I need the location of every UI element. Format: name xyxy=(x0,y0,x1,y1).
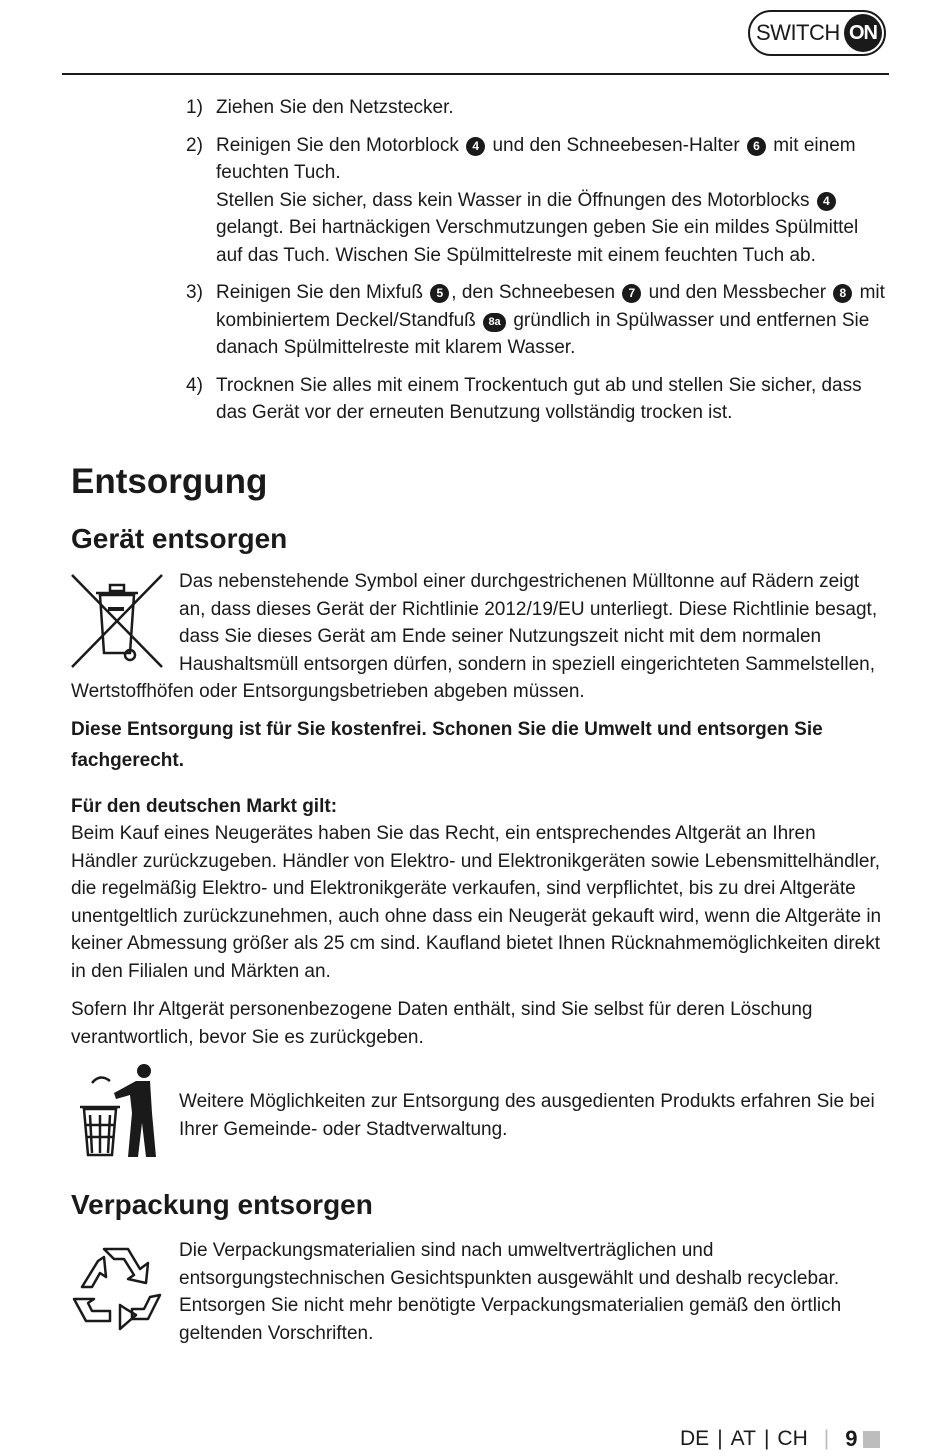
step-text: Trocknen Sie alles mit einem Trockentuch gut ab und stellen Sie sicher, dass das Gerät vor der erneuten Benutzung vollständig trocken ist. xyxy=(216,374,862,423)
step-1 xyxy=(186,94,886,122)
step-text: Reinigen Sie den Motorblock 4 und den Schneebesen-Halter 6 mit einem feuchten Tuch. Stellen Sie sicher, dass kein Wasser in die Öffnungen des Motorblocks 4 gelangt. Bei hartnäckigen Verschmutzungen geben Sie ein mildes Spülmittel auf das Tuch. Wischen Sie Spülmittelreste mit einem feuchten Tuch ab. xyxy=(216,134,859,266)
weee-text: Das nebenstehende Symbol einer durchgestrichenen Mülltonne auf Rädern zeigt an, dass dieses Gerät der Richtlinie 2012/19/EU unterliegt. Diese Richtlinie besagt, dass Sie dieses Gerät am Ende seiner Nutzungszeit nicht mit dem normalen Haushaltsmüll entsorgen dürfen, sondern in speziell eingerichteten Sammelstellen, Wertstoffhöfen oder Entsorgungsbetrieben abgeben müssen. xyxy=(71,571,878,702)
lang-at: AT xyxy=(730,1427,756,1450)
litter-person-icon xyxy=(78,1063,160,1164)
lang-de: DE xyxy=(680,1427,710,1450)
part-badge: 6 xyxy=(747,137,766,156)
section-title: Entsorgung xyxy=(71,462,268,501)
part-badge: 4 xyxy=(466,137,485,156)
de-market-text: Beim Kauf eines Neugerätes haben Sie das Recht, ein entsprechendes Altgerät an Ihren Händler zurückzugeben. Händler von Elektro- und Elektronikgeräten sowie Lebensmittelhändler, die regelmäßig Elektro- und Elektronikgeräte verkaufen, sind verpflichtet, bis zu drei Altgeräte unentgeltlich zurückzunehmen, auch ohne dass ein Neugerät gekauft wird, wenn die Altgeräte in keiner Abmessung größer als 25 cm sind. Kaufland bietet Ihnen Rücknahmemöglichkeiten direkt in den Filialen und Märkten an. xyxy=(71,823,882,982)
part-badge: 4 xyxy=(817,192,836,211)
further-info-text: Weitere Möglichkeiten zur Entsorgung des ausgedienten Produkts erfahren Sie bei Ihrer Gemeinde- oder Stadtverwaltung. xyxy=(179,1091,875,1140)
part-badge: 8 xyxy=(833,284,852,303)
geraet-title: Gerät entsorgen xyxy=(71,523,288,554)
recycle-icon xyxy=(70,1243,166,1338)
step-number: 2) xyxy=(186,134,203,156)
step-number: 4) xyxy=(186,374,203,396)
brand-logo xyxy=(748,10,886,56)
step-2 xyxy=(186,132,886,270)
verpackung-title: Verpackung entsorgen xyxy=(71,1189,373,1220)
step-4 xyxy=(186,372,886,427)
logo-text: SWITCH xyxy=(756,20,840,45)
page-marker xyxy=(863,1431,880,1448)
part-badge: 5 xyxy=(430,284,449,303)
page-footer: DE | AT | CH | 9 xyxy=(680,1426,880,1452)
personal-data-text: Sofern Ihr Altgerät personenbezogene Daten enthält, sind Sie selbst für deren Löschung verantwortlich, bevor Sie es zurückgeben. xyxy=(71,999,813,1048)
page-number: 9 xyxy=(845,1426,858,1451)
logo-power-circle: ON xyxy=(844,14,882,52)
step-3 xyxy=(186,279,886,362)
part-badge: 8a xyxy=(483,313,506,332)
step-number: 1) xyxy=(186,97,203,118)
packaging-text: Die Verpackungsmaterialien sind nach umweltverträglichen und entsorgungstechnischen Gesichtspunkten ausgewählt und deshalb recyclebar. Entsorgen Sie nicht mehr benötigte Verpackungsmaterialien gemäß den örtlich geltenden Vorschriften. xyxy=(179,1240,842,1344)
cleaning-steps xyxy=(186,94,886,437)
step-number: 3) xyxy=(186,282,203,303)
free-disposal-note: Diese Entsorgung ist für Sie kostenfrei. Schonen Sie die Umwelt und entsorgen Sie fachgerecht. xyxy=(71,719,823,771)
lang-ch: CH xyxy=(777,1427,808,1450)
step-text: Ziehen Sie den Netzstecker. xyxy=(216,97,454,118)
de-market-heading: Für den deutschen Markt gilt: xyxy=(71,796,338,817)
part-badge: 7 xyxy=(622,284,641,303)
header-rule xyxy=(62,73,889,75)
step-text: Reinigen Sie den Mixfuß 5 , den Schneebesen 7 und den Messbecher 8 mit kombiniertem Deckel/Standfuß 8a gründlich in Spülwasser und entfernen Sie danach Spülmittelreste mit klarem Wasser. xyxy=(216,282,885,358)
